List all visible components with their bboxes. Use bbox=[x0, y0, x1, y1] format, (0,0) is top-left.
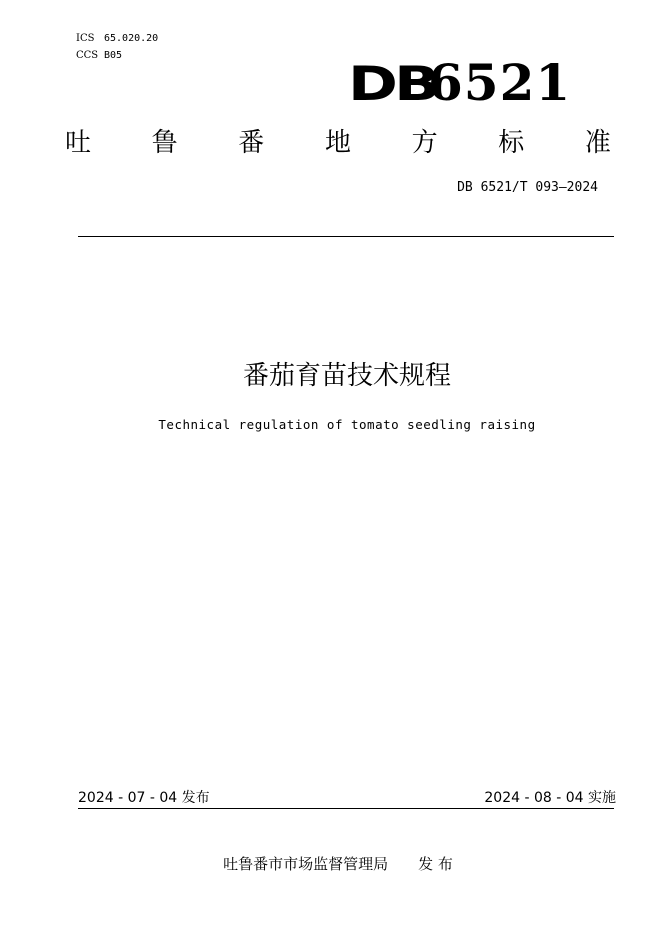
standard-type-char: 标 bbox=[498, 128, 525, 158]
document-subtitle: Technical regulation of tomato seedling raising bbox=[158, 417, 536, 432]
header-divider bbox=[78, 236, 614, 237]
ccs-label: CCS bbox=[76, 50, 99, 61]
standard-type-char: 地 bbox=[324, 128, 351, 158]
ics-label: ICS bbox=[76, 33, 95, 44]
standard-type-char: 方 bbox=[411, 128, 438, 158]
ccs-value: B05 bbox=[104, 50, 123, 61]
issuer-action: 发 布 bbox=[418, 855, 453, 873]
db-logo-prefix: DB bbox=[348, 57, 437, 112]
publish-date: 2024 - 07 - 04 发布 bbox=[78, 790, 210, 806]
standard-type-char: 吐 bbox=[64, 128, 91, 158]
ics-value: 65.020.20 bbox=[104, 33, 159, 44]
issuer-line bbox=[0, 854, 662, 874]
standard-code: DB 6521/T 093—2024 bbox=[457, 180, 598, 195]
footer-divider bbox=[78, 808, 614, 809]
implement-date: 2024 - 08 - 04 实施 bbox=[484, 790, 616, 806]
ccs-line bbox=[76, 50, 122, 62]
standard-type-char: 番 bbox=[238, 128, 265, 158]
standard-type-char: 准 bbox=[584, 128, 611, 158]
db-logo bbox=[348, 53, 572, 112]
ics-line bbox=[76, 33, 158, 45]
standard-type-char: 鲁 bbox=[151, 128, 178, 158]
standard-type-title bbox=[58, 125, 618, 161]
issuer-name: 吐鲁番市市场监督管理局 bbox=[223, 855, 389, 873]
document-title: 番茄育苗技术规程 bbox=[242, 361, 451, 391]
db-logo-number: 6521 bbox=[428, 53, 572, 112]
